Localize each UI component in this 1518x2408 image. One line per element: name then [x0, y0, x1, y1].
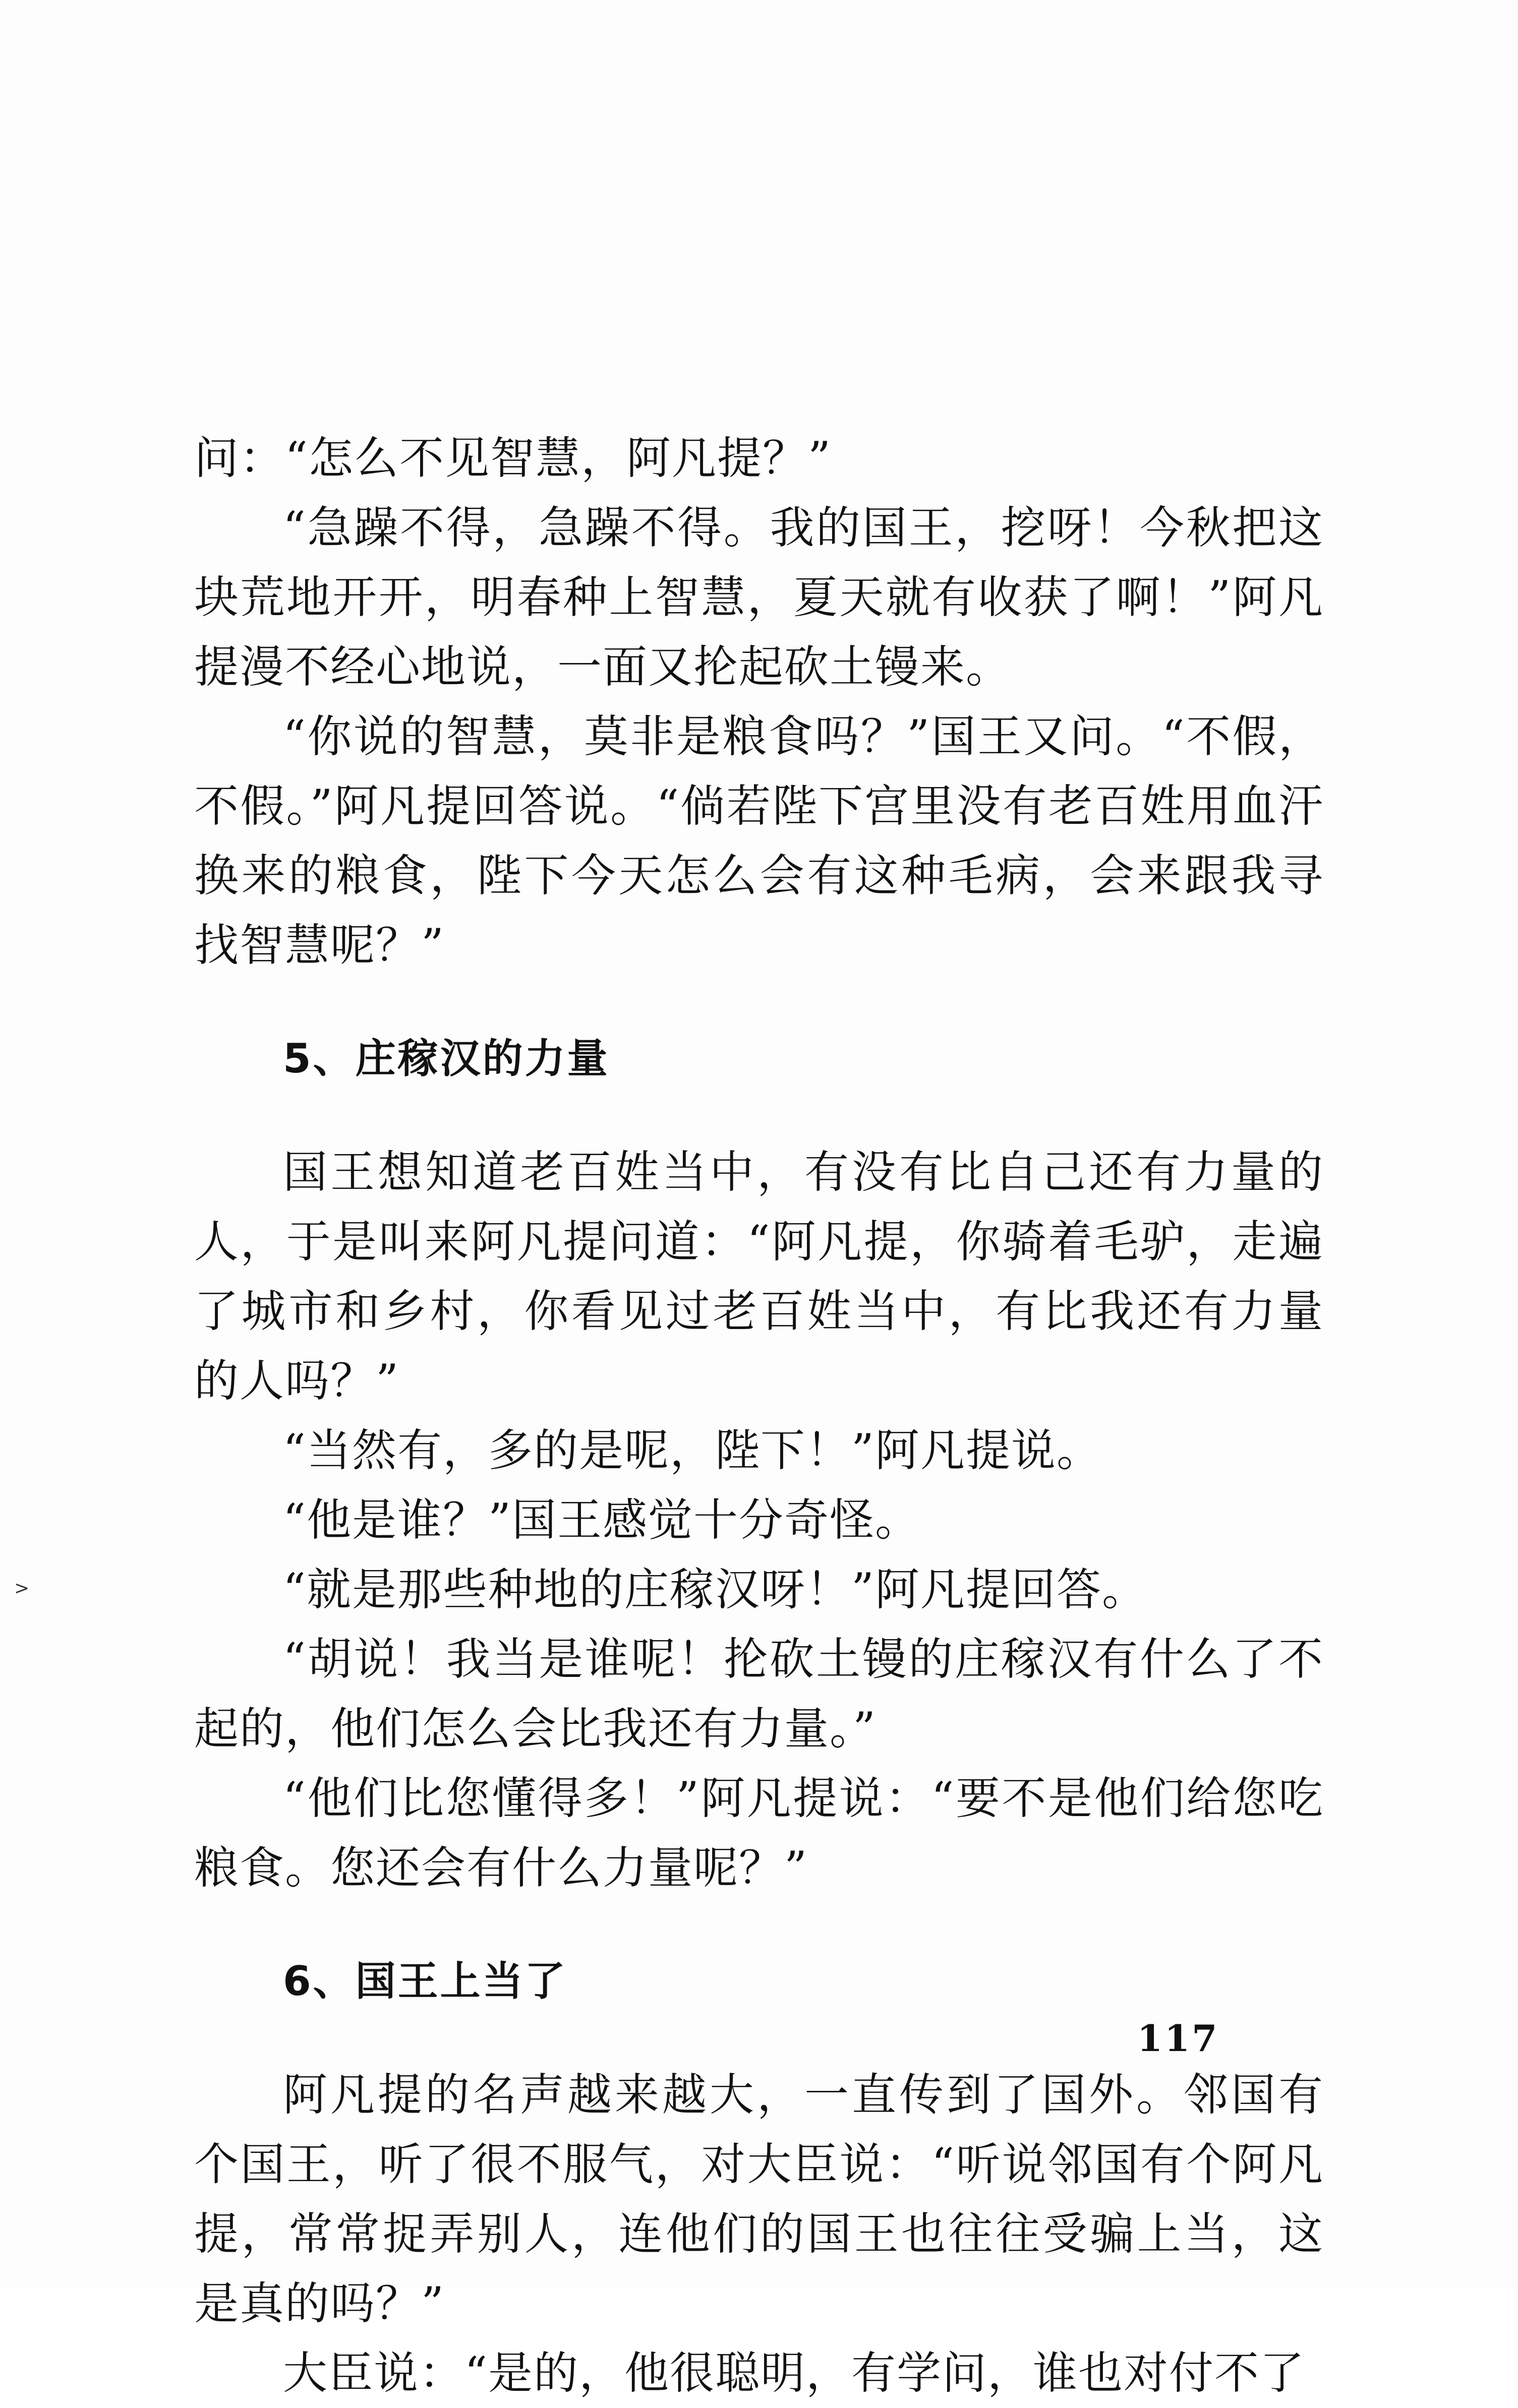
paragraph: “当然有，多的是呢，陛下！”阿凡提说。 [283, 1424, 1102, 1476]
paragraph: 大臣说：“是的，他很聪明，有学问，谁也对付不了 [283, 2347, 1305, 2399]
paragraph: “就是那些种地的庄稼汉呀！”阿凡提回答。 [283, 1563, 1147, 1615]
paragraph: 国王想知道老百姓当中，有没有比自己还有力量的人，于是叫来阿凡提问道：“阿凡提，你骑着毛驴，走遍了城市和乡村，你看见过老百姓当中，有比我还有力量的人吗？” [194, 1146, 1324, 1407]
paragraph: 阿凡提的名声越来越大，一直传到了国外。邻国有个国王，听了很不服气，对大臣说：“听说邻国有个阿凡提，常常捉弄别人，连他们的国王也往往受骗上当，这是真的吗？” [194, 2069, 1324, 2329]
paragraph: 问：“怎么不见智慧，阿凡提？” [194, 432, 832, 484]
paragraph: “胡说！我当是谁呢！抡砍土镘的庄稼汉有什么了不起的，他们怎么会比我还有力量。” [194, 1633, 1324, 1755]
paragraph: “你说的智慧，莫非是粮食吗？”国王又问。“不假，不假。”阿凡提回答说。“倘若陛下宫里没有老百姓用血汗换来的粮食，陛下今天怎么会有这种毛病，会来跟我寻找智慧呢？” [194, 710, 1324, 971]
body-text [194, 424, 1324, 2408]
paragraph: “他是谁？”国王感觉十分奇怪。 [283, 1494, 920, 1546]
page-number: 117 [1137, 2017, 1219, 2060]
paragraph: “他们比您懂得多！”阿凡提说：“要不是他们给您吃粮食。您还会有什么力量呢？” [194, 1772, 1324, 1894]
paragraph: “急躁不得，急躁不得。我的国王，挖呀！今秋把这块荒地开开，明春种上智慧，夏天就有收获了啊！”阿凡提漫不经心地说，一面又抡起砍土镘来。 [194, 502, 1324, 693]
section-heading: 5、庄稼汉的力量 [283, 1035, 610, 1082]
section-heading: 6、国王上当了 [283, 1958, 567, 2005]
margin-mark: > [14, 1578, 30, 1599]
